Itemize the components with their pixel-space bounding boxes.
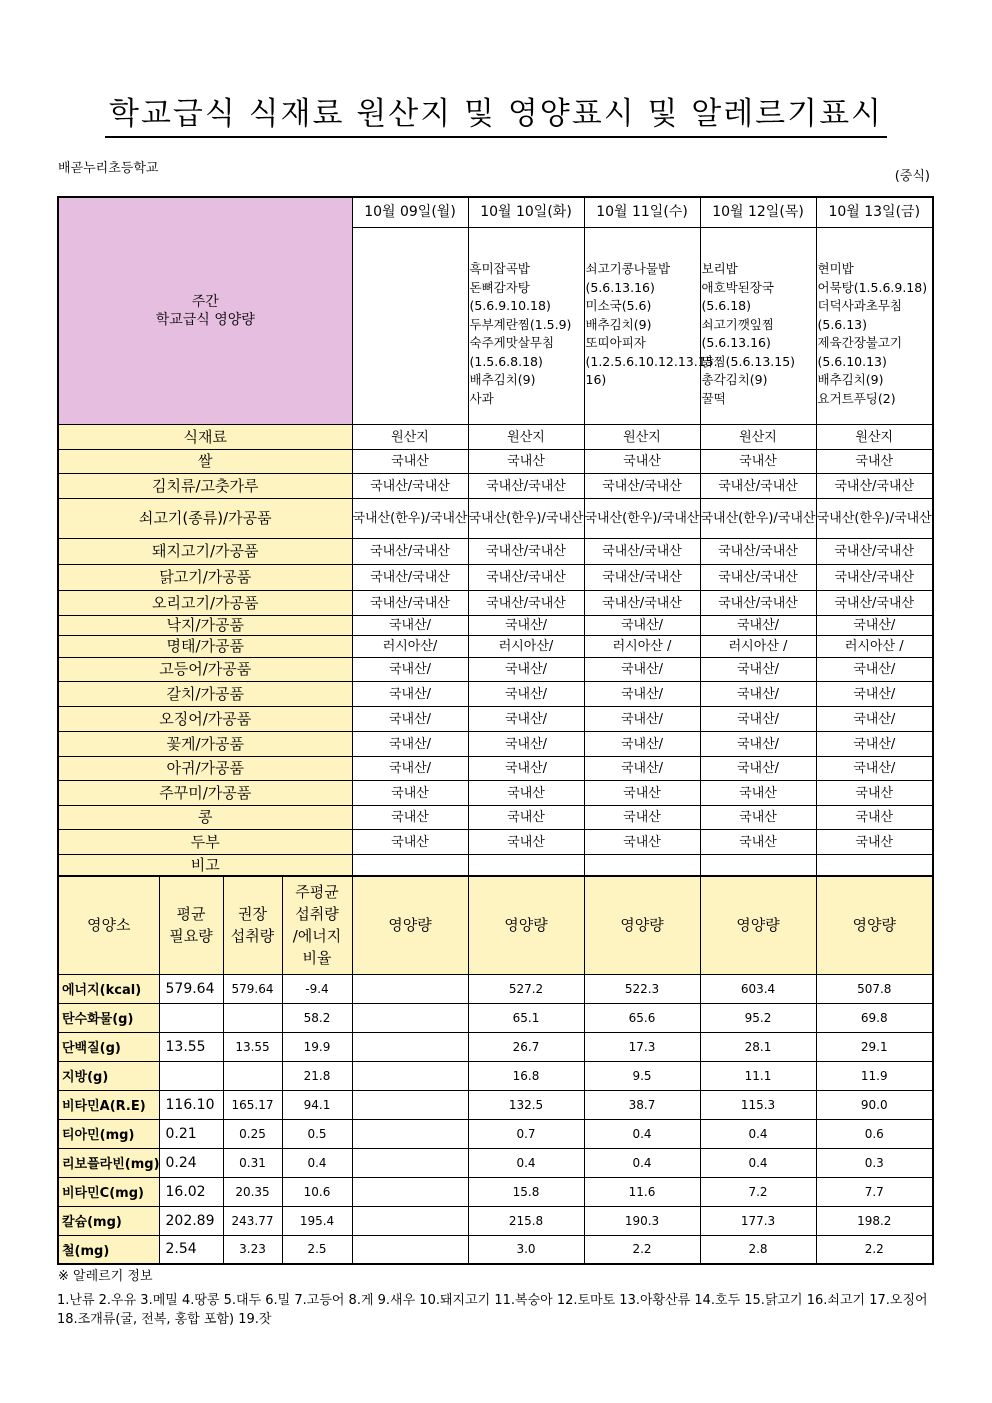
day-menu: 보리밥 애호박된장국 (5.6.18) 쇠고기깻잎찜 (5.6.13.16) 닭찜(5.6.13.15) 총각김치(9) 꿀떡 bbox=[700, 228, 816, 425]
origin-cell: 국내산 bbox=[352, 450, 468, 474]
nutrient-name: 비타민C(mg) bbox=[58, 1177, 159, 1206]
origin-row bbox=[58, 636, 933, 658]
origin-cell: 국내산 bbox=[468, 806, 584, 830]
day-nutrition-value: 65.1 bbox=[468, 1003, 584, 1032]
weekly-avg-value: 195.4 bbox=[282, 1206, 352, 1235]
origin-cell: 국내산(한우)/국내산 bbox=[816, 499, 933, 539]
recommended-value bbox=[223, 1061, 282, 1090]
origin-row bbox=[58, 591, 933, 616]
origin-row bbox=[58, 781, 933, 806]
day-date: 10월 09일(월) bbox=[352, 197, 468, 228]
nutrient-name: 철(mg) bbox=[58, 1235, 159, 1264]
origin-row-label: 식재료 bbox=[58, 425, 352, 450]
origin-row bbox=[58, 450, 933, 474]
weekly-avg-value: 10.6 bbox=[282, 1177, 352, 1206]
origin-cell: 국내산 bbox=[584, 781, 700, 806]
recommended-value: 579.64 bbox=[223, 974, 282, 1003]
avg-required-value bbox=[159, 1061, 223, 1090]
origin-cell bbox=[700, 855, 816, 877]
origin-row bbox=[58, 855, 933, 877]
day-nutrition-header: 영양량 bbox=[816, 876, 933, 974]
origin-cell: 국내산 bbox=[700, 450, 816, 474]
weekly-avg-value: 2.5 bbox=[282, 1235, 352, 1264]
recommended-value: 165.17 bbox=[223, 1090, 282, 1119]
day-nutrition-value: 177.3 bbox=[700, 1206, 816, 1235]
school-name: 배곧누리초등학교 bbox=[58, 161, 159, 176]
origin-cell: 국내산/ bbox=[352, 757, 468, 781]
origin-cell: 국내산/국내산 bbox=[816, 591, 933, 616]
day-nutrition-value: 527.2 bbox=[468, 974, 584, 1003]
origin-cell: 국내산 bbox=[700, 781, 816, 806]
day-nutrition-value: 2.2 bbox=[584, 1235, 700, 1264]
day-nutrition-value: 17.3 bbox=[584, 1032, 700, 1061]
nutrition-row bbox=[58, 1090, 933, 1119]
origin-row-label: 쇠고기(종류)/가공품 bbox=[58, 499, 352, 539]
allergy-list: 1.난류 2.우유 3.메밀 4.땅콩 5.대두 6.밀 7.고등어 8.게 9.새우 10.돼지고기 11.복숭아 12.토마토 13.아황산류 14.호두 15.닭고기 16.쇠고기 17.오징어 18.조개류(굴, 전복, 홍합 포함) 19.잣 bbox=[57, 1293, 928, 1327]
day-nutrition-header: 영양량 bbox=[584, 876, 700, 974]
origin-cell: 국내산/ bbox=[352, 707, 468, 732]
recommended-value: 13.55 bbox=[223, 1032, 282, 1061]
origin-cell: 러시아산 / bbox=[816, 636, 933, 658]
day-nutrition-value bbox=[352, 1177, 468, 1206]
origin-row-label: 꽃게/가공품 bbox=[58, 732, 352, 757]
day-nutrition-value: 115.3 bbox=[700, 1090, 816, 1119]
origin-row bbox=[58, 539, 933, 565]
day-nutrition-value: 522.3 bbox=[584, 974, 700, 1003]
day-nutrition-value: 26.7 bbox=[468, 1032, 584, 1061]
weekly-avg-value: 0.5 bbox=[282, 1119, 352, 1148]
day-nutrition-value: 190.3 bbox=[584, 1206, 700, 1235]
origin-row bbox=[58, 757, 933, 781]
origin-row-label: 아귀/가공품 bbox=[58, 757, 352, 781]
day-nutrition-header: 영양량 bbox=[468, 876, 584, 974]
origin-cell: 국내산/국내산 bbox=[584, 565, 700, 591]
origin-cell: 국내산(한우)/국내산 bbox=[468, 499, 584, 539]
day-nutrition-value bbox=[352, 1032, 468, 1061]
origin-cell: 국내산 bbox=[700, 830, 816, 855]
avg-required-value: 0.24 bbox=[159, 1148, 223, 1177]
origin-cell: 국내산/ bbox=[816, 616, 933, 636]
day-menu: 흑미잡곡밥 돈뼈감자탕 (5.6.9.10.18) 두부계란찜(1.5.9) 숙주게맛살무침 (1.5.6.8.18) 배추김치(9) 사과 bbox=[468, 228, 584, 425]
day-nutrition-value: 16.8 bbox=[468, 1061, 584, 1090]
avg-required-value: 579.64 bbox=[159, 974, 223, 1003]
origin-row bbox=[58, 806, 933, 830]
day-nutrition-value: 2.8 bbox=[700, 1235, 816, 1264]
origin-cell: 국내산/국내산 bbox=[352, 539, 468, 565]
origin-cell: 국내산/국내산 bbox=[700, 591, 816, 616]
origin-row bbox=[58, 682, 933, 707]
origin-cell bbox=[468, 855, 584, 877]
recommended-value: 0.31 bbox=[223, 1148, 282, 1177]
origin-cell: 국내산/ bbox=[816, 707, 933, 732]
origin-cell: 국내산/ bbox=[352, 616, 468, 636]
origin-cell: 국내산(한우)/국내산 bbox=[584, 499, 700, 539]
nutrition-row bbox=[58, 1235, 933, 1264]
origin-cell: 국내산/ bbox=[468, 658, 584, 682]
origin-cell: 국내산/ bbox=[700, 707, 816, 732]
day-nutrition-value bbox=[352, 1148, 468, 1177]
avg-required-value: 13.55 bbox=[159, 1032, 223, 1061]
origin-row bbox=[58, 658, 933, 682]
day-nutrition-value bbox=[352, 1090, 468, 1119]
origin-cell: 국내산/ bbox=[584, 732, 700, 757]
page-title-text: 학교급식 식재료 원산지 및 영양표시 및 알레르기표시 bbox=[105, 88, 887, 138]
weekly-avg-value: 21.8 bbox=[282, 1061, 352, 1090]
nutrient-name: 단백질(g) bbox=[58, 1032, 159, 1061]
day-nutrition-value: 2.2 bbox=[816, 1235, 933, 1264]
day-nutrition-value: 132.5 bbox=[468, 1090, 584, 1119]
origin-cell: 국내산(한우)/국내산 bbox=[352, 499, 468, 539]
origin-cell bbox=[584, 855, 700, 877]
origin-row-label: 김치류/고춧가루 bbox=[58, 474, 352, 499]
day-date: 10월 13일(금) bbox=[816, 197, 933, 228]
weekly-nutrition-label: 주간 학교급식 영양량 bbox=[58, 197, 352, 425]
recommended-value: 243.77 bbox=[223, 1206, 282, 1235]
origin-row-label: 오징어/가공품 bbox=[58, 707, 352, 732]
recommended-header: 권장 섭취량 bbox=[223, 876, 282, 974]
origin-cell: 국내산/국내산 bbox=[816, 565, 933, 591]
origin-cell: 국내산/ bbox=[584, 707, 700, 732]
origin-row-label: 오리고기/가공품 bbox=[58, 591, 352, 616]
day-nutrition-value: 507.8 bbox=[816, 974, 933, 1003]
origin-row-label: 명태/가공품 bbox=[58, 636, 352, 658]
nutrition-rows bbox=[58, 876, 933, 1264]
nutrient-name: 티아민(mg) bbox=[58, 1119, 159, 1148]
day-nutrition-value: 0.6 bbox=[816, 1119, 933, 1148]
day-nutrition-value: 11.6 bbox=[584, 1177, 700, 1206]
day-nutrition-value: 0.4 bbox=[700, 1119, 816, 1148]
origin-cell: 국내산/ bbox=[700, 732, 816, 757]
origin-row-label: 돼지고기/가공품 bbox=[58, 539, 352, 565]
origin-cell: 국내산/ bbox=[584, 682, 700, 707]
origin-cell: 국내산(한우)/국내산 bbox=[700, 499, 816, 539]
origin-table bbox=[57, 196, 934, 878]
origin-row-label: 비고 bbox=[58, 855, 352, 877]
day-nutrition-header: 영양량 bbox=[700, 876, 816, 974]
origin-cell: 국내산/ bbox=[816, 658, 933, 682]
origin-row-label: 닭고기/가공품 bbox=[58, 565, 352, 591]
day-nutrition-header: 영양량 bbox=[352, 876, 468, 974]
origin-cell: 국내산/국내산 bbox=[584, 474, 700, 499]
nutrition-row bbox=[58, 1206, 933, 1235]
avg-required-value: 16.02 bbox=[159, 1177, 223, 1206]
origin-cell: 국내산/ bbox=[352, 682, 468, 707]
nutrient-name: 지방(g) bbox=[58, 1061, 159, 1090]
origin-cell: 국내산/국내산 bbox=[352, 591, 468, 616]
origin-cell: 국내산/국내산 bbox=[352, 565, 468, 591]
day-nutrition-value bbox=[352, 1206, 468, 1235]
origin-cell: 러시아산 / bbox=[584, 636, 700, 658]
origin-row bbox=[58, 707, 933, 732]
nutrient-name: 비타민A(R.E) bbox=[58, 1090, 159, 1119]
day-nutrition-value bbox=[352, 1003, 468, 1032]
origin-cell: 국내산/국내산 bbox=[700, 474, 816, 499]
day-nutrition-value: 0.4 bbox=[584, 1148, 700, 1177]
origin-cell: 국내산/국내산 bbox=[584, 591, 700, 616]
origin-cell: 원산지 bbox=[352, 425, 468, 450]
origin-cell: 국내산/국내산 bbox=[468, 591, 584, 616]
day-date: 10월 10일(화) bbox=[468, 197, 584, 228]
day-nutrition-value: 69.8 bbox=[816, 1003, 933, 1032]
origin-cell: 국내산/ bbox=[700, 616, 816, 636]
day-nutrition-value: 15.8 bbox=[468, 1177, 584, 1206]
day-nutrition-value bbox=[352, 1235, 468, 1264]
origin-cell: 국내산 bbox=[352, 830, 468, 855]
origin-cell: 국내산 bbox=[468, 450, 584, 474]
origin-cell: 국내산 bbox=[584, 806, 700, 830]
origin-cell: 국내산/국내산 bbox=[816, 474, 933, 499]
recommended-value: 20.35 bbox=[223, 1177, 282, 1206]
origin-cell: 국내산/ bbox=[584, 757, 700, 781]
origin-row bbox=[58, 732, 933, 757]
day-nutrition-value: 9.5 bbox=[584, 1061, 700, 1090]
origin-cell: 국내산 bbox=[816, 830, 933, 855]
day-nutrition-value: 215.8 bbox=[468, 1206, 584, 1235]
origin-cell: 국내산/ bbox=[816, 732, 933, 757]
origin-cell: 국내산 bbox=[700, 806, 816, 830]
origin-cell: 국내산/ bbox=[700, 757, 816, 781]
origin-cell: 국내산/ bbox=[468, 682, 584, 707]
origin-cell: 국내산/국내산 bbox=[816, 539, 933, 565]
origin-cell: 국내산 bbox=[584, 830, 700, 855]
origin-cell: 국내산 bbox=[468, 781, 584, 806]
origin-cell: 국내산/ bbox=[468, 707, 584, 732]
origin-cell: 국내산 bbox=[816, 806, 933, 830]
origin-cell: 국내산/ bbox=[584, 658, 700, 682]
day-menu: 쇠고기콩나물밥 (5.6.13.16) 미소국(5.6) 배추김치(9) 또띠아피자 (1.2.5.6.10.12.13.15. 16) bbox=[584, 228, 700, 425]
nutrient-name: 칼슘(mg) bbox=[58, 1206, 159, 1235]
origin-cell: 원산지 bbox=[468, 425, 584, 450]
recommended-value bbox=[223, 1003, 282, 1032]
recommended-value: 3.23 bbox=[223, 1235, 282, 1264]
origin-cell: 국내산/국내산 bbox=[700, 539, 816, 565]
page-title bbox=[0, 88, 992, 138]
origin-row bbox=[58, 616, 933, 636]
origin-row-label: 콩 bbox=[58, 806, 352, 830]
day-nutrition-value: 90.0 bbox=[816, 1090, 933, 1119]
origin-cell: 국내산/국내산 bbox=[468, 474, 584, 499]
origin-cell: 국내산/ bbox=[816, 682, 933, 707]
nutrient-name: 탄수화물(g) bbox=[58, 1003, 159, 1032]
nutrition-header-row bbox=[58, 876, 933, 974]
origin-row-label: 쌀 bbox=[58, 450, 352, 474]
day-nutrition-value: 95.2 bbox=[700, 1003, 816, 1032]
nutrition-row bbox=[58, 974, 933, 1003]
avg-required-value: 202.89 bbox=[159, 1206, 223, 1235]
origin-cell: 국내산/ bbox=[584, 616, 700, 636]
nutrient-header: 영양소 bbox=[58, 876, 159, 974]
origin-row bbox=[58, 425, 933, 450]
origin-cell bbox=[352, 855, 468, 877]
origin-cell: 국내산/국내산 bbox=[352, 474, 468, 499]
origin-cell: 국내산/국내산 bbox=[468, 539, 584, 565]
origin-cell: 국내산/ bbox=[468, 616, 584, 636]
nutrition-row bbox=[58, 1032, 933, 1061]
recommended-value: 0.25 bbox=[223, 1119, 282, 1148]
weekly-avg-value: 0.4 bbox=[282, 1148, 352, 1177]
avg-required-value bbox=[159, 1003, 223, 1032]
weekly-avg-value: -9.4 bbox=[282, 974, 352, 1003]
day-nutrition-value: 38.7 bbox=[584, 1090, 700, 1119]
day-nutrition-value: 0.7 bbox=[468, 1119, 584, 1148]
origin-cell: 원산지 bbox=[584, 425, 700, 450]
nutrition-row bbox=[58, 1003, 933, 1032]
day-nutrition-value: 65.6 bbox=[584, 1003, 700, 1032]
allergy-title: ※ 알레르기 정보 bbox=[58, 1269, 153, 1284]
origin-cell bbox=[816, 855, 933, 877]
avg-required-value: 0.21 bbox=[159, 1119, 223, 1148]
day-date: 10월 11일(수) bbox=[584, 197, 700, 228]
weekly-avg-value: 58.2 bbox=[282, 1003, 352, 1032]
day-nutrition-value bbox=[352, 1119, 468, 1148]
day-nutrition-value bbox=[352, 1061, 468, 1090]
day-nutrition-value: 7.7 bbox=[816, 1177, 933, 1206]
origin-row-label: 두부 bbox=[58, 830, 352, 855]
day-nutrition-value bbox=[352, 974, 468, 1003]
origin-cell: 러시아산/ bbox=[352, 636, 468, 658]
origin-row bbox=[58, 499, 933, 539]
nutrient-name: 에너지(kcal) bbox=[58, 974, 159, 1003]
day-nutrition-value: 11.9 bbox=[816, 1061, 933, 1090]
origin-cell: 국내산 bbox=[352, 806, 468, 830]
avg-required-value: 116.10 bbox=[159, 1090, 223, 1119]
origin-cell: 국내산 bbox=[468, 830, 584, 855]
day-nutrition-value: 7.2 bbox=[700, 1177, 816, 1206]
day-nutrition-value: 0.3 bbox=[816, 1148, 933, 1177]
day-nutrition-value: 11.1 bbox=[700, 1061, 816, 1090]
day-nutrition-value: 198.2 bbox=[816, 1206, 933, 1235]
day-nutrition-value: 0.4 bbox=[468, 1148, 584, 1177]
origin-cell: 국내산/국내산 bbox=[468, 565, 584, 591]
date-header-row bbox=[58, 197, 933, 228]
nutrition-table bbox=[57, 875, 934, 1265]
origin-cell: 국내산/국내산 bbox=[584, 539, 700, 565]
nutrition-row bbox=[58, 1119, 933, 1148]
origin-cell: 국내산 bbox=[352, 781, 468, 806]
origin-cell: 국내산/ bbox=[352, 658, 468, 682]
nutrition-row bbox=[58, 1177, 933, 1206]
weekly-avg-value: 94.1 bbox=[282, 1090, 352, 1119]
day-nutrition-value: 0.4 bbox=[700, 1148, 816, 1177]
day-menu bbox=[352, 228, 468, 425]
origin-rows bbox=[58, 425, 933, 877]
origin-row-label: 주꾸미/가공품 bbox=[58, 781, 352, 806]
origin-row-label: 고등어/가공품 bbox=[58, 658, 352, 682]
meal-type: (중식) bbox=[894, 169, 930, 184]
day-nutrition-value: 28.1 bbox=[700, 1032, 816, 1061]
origin-cell: 러시아산/ bbox=[468, 636, 584, 658]
origin-row bbox=[58, 565, 933, 591]
origin-cell: 원산지 bbox=[816, 425, 933, 450]
origin-cell: 국내산 bbox=[816, 781, 933, 806]
origin-row bbox=[58, 474, 933, 499]
origin-row bbox=[58, 830, 933, 855]
origin-cell: 국내산/ bbox=[352, 732, 468, 757]
origin-row-label: 갈치/가공품 bbox=[58, 682, 352, 707]
day-nutrition-value: 3.0 bbox=[468, 1235, 584, 1264]
origin-cell: 국내산/ bbox=[468, 732, 584, 757]
nutrient-name: 리보플라빈(mg) bbox=[58, 1148, 159, 1177]
origin-cell: 원산지 bbox=[700, 425, 816, 450]
origin-cell: 국내산/국내산 bbox=[700, 565, 816, 591]
day-nutrition-value: 603.4 bbox=[700, 974, 816, 1003]
day-menu: 현미밥 어묵탕(1.5.6.9.18) 더덕사과초무침 (5.6.13) 제육간장불고기 (5.6.10.13) 배추김치(9) 요거트푸딩(2) bbox=[816, 228, 933, 425]
origin-cell: 국내산 bbox=[584, 450, 700, 474]
avg-required-value: 2.54 bbox=[159, 1235, 223, 1264]
origin-cell: 국내산/ bbox=[700, 682, 816, 707]
origin-row-label: 낙지/가공품 bbox=[58, 616, 352, 636]
avg-required-header: 평균 필요량 bbox=[159, 876, 223, 974]
day-date: 10월 12일(목) bbox=[700, 197, 816, 228]
weekly-avg-value: 19.9 bbox=[282, 1032, 352, 1061]
nutrition-row bbox=[58, 1148, 933, 1177]
day-nutrition-value: 0.4 bbox=[584, 1119, 700, 1148]
origin-cell: 러시아산 / bbox=[700, 636, 816, 658]
origin-cell: 국내산/ bbox=[700, 658, 816, 682]
origin-cell: 국내산/ bbox=[468, 757, 584, 781]
day-nutrition-value: 29.1 bbox=[816, 1032, 933, 1061]
nutrition-row bbox=[58, 1061, 933, 1090]
weekly-avg-header: 주평균 섭취량 /에너지 비율 bbox=[282, 876, 352, 974]
origin-cell: 국내산/ bbox=[816, 757, 933, 781]
origin-cell: 국내산 bbox=[816, 450, 933, 474]
